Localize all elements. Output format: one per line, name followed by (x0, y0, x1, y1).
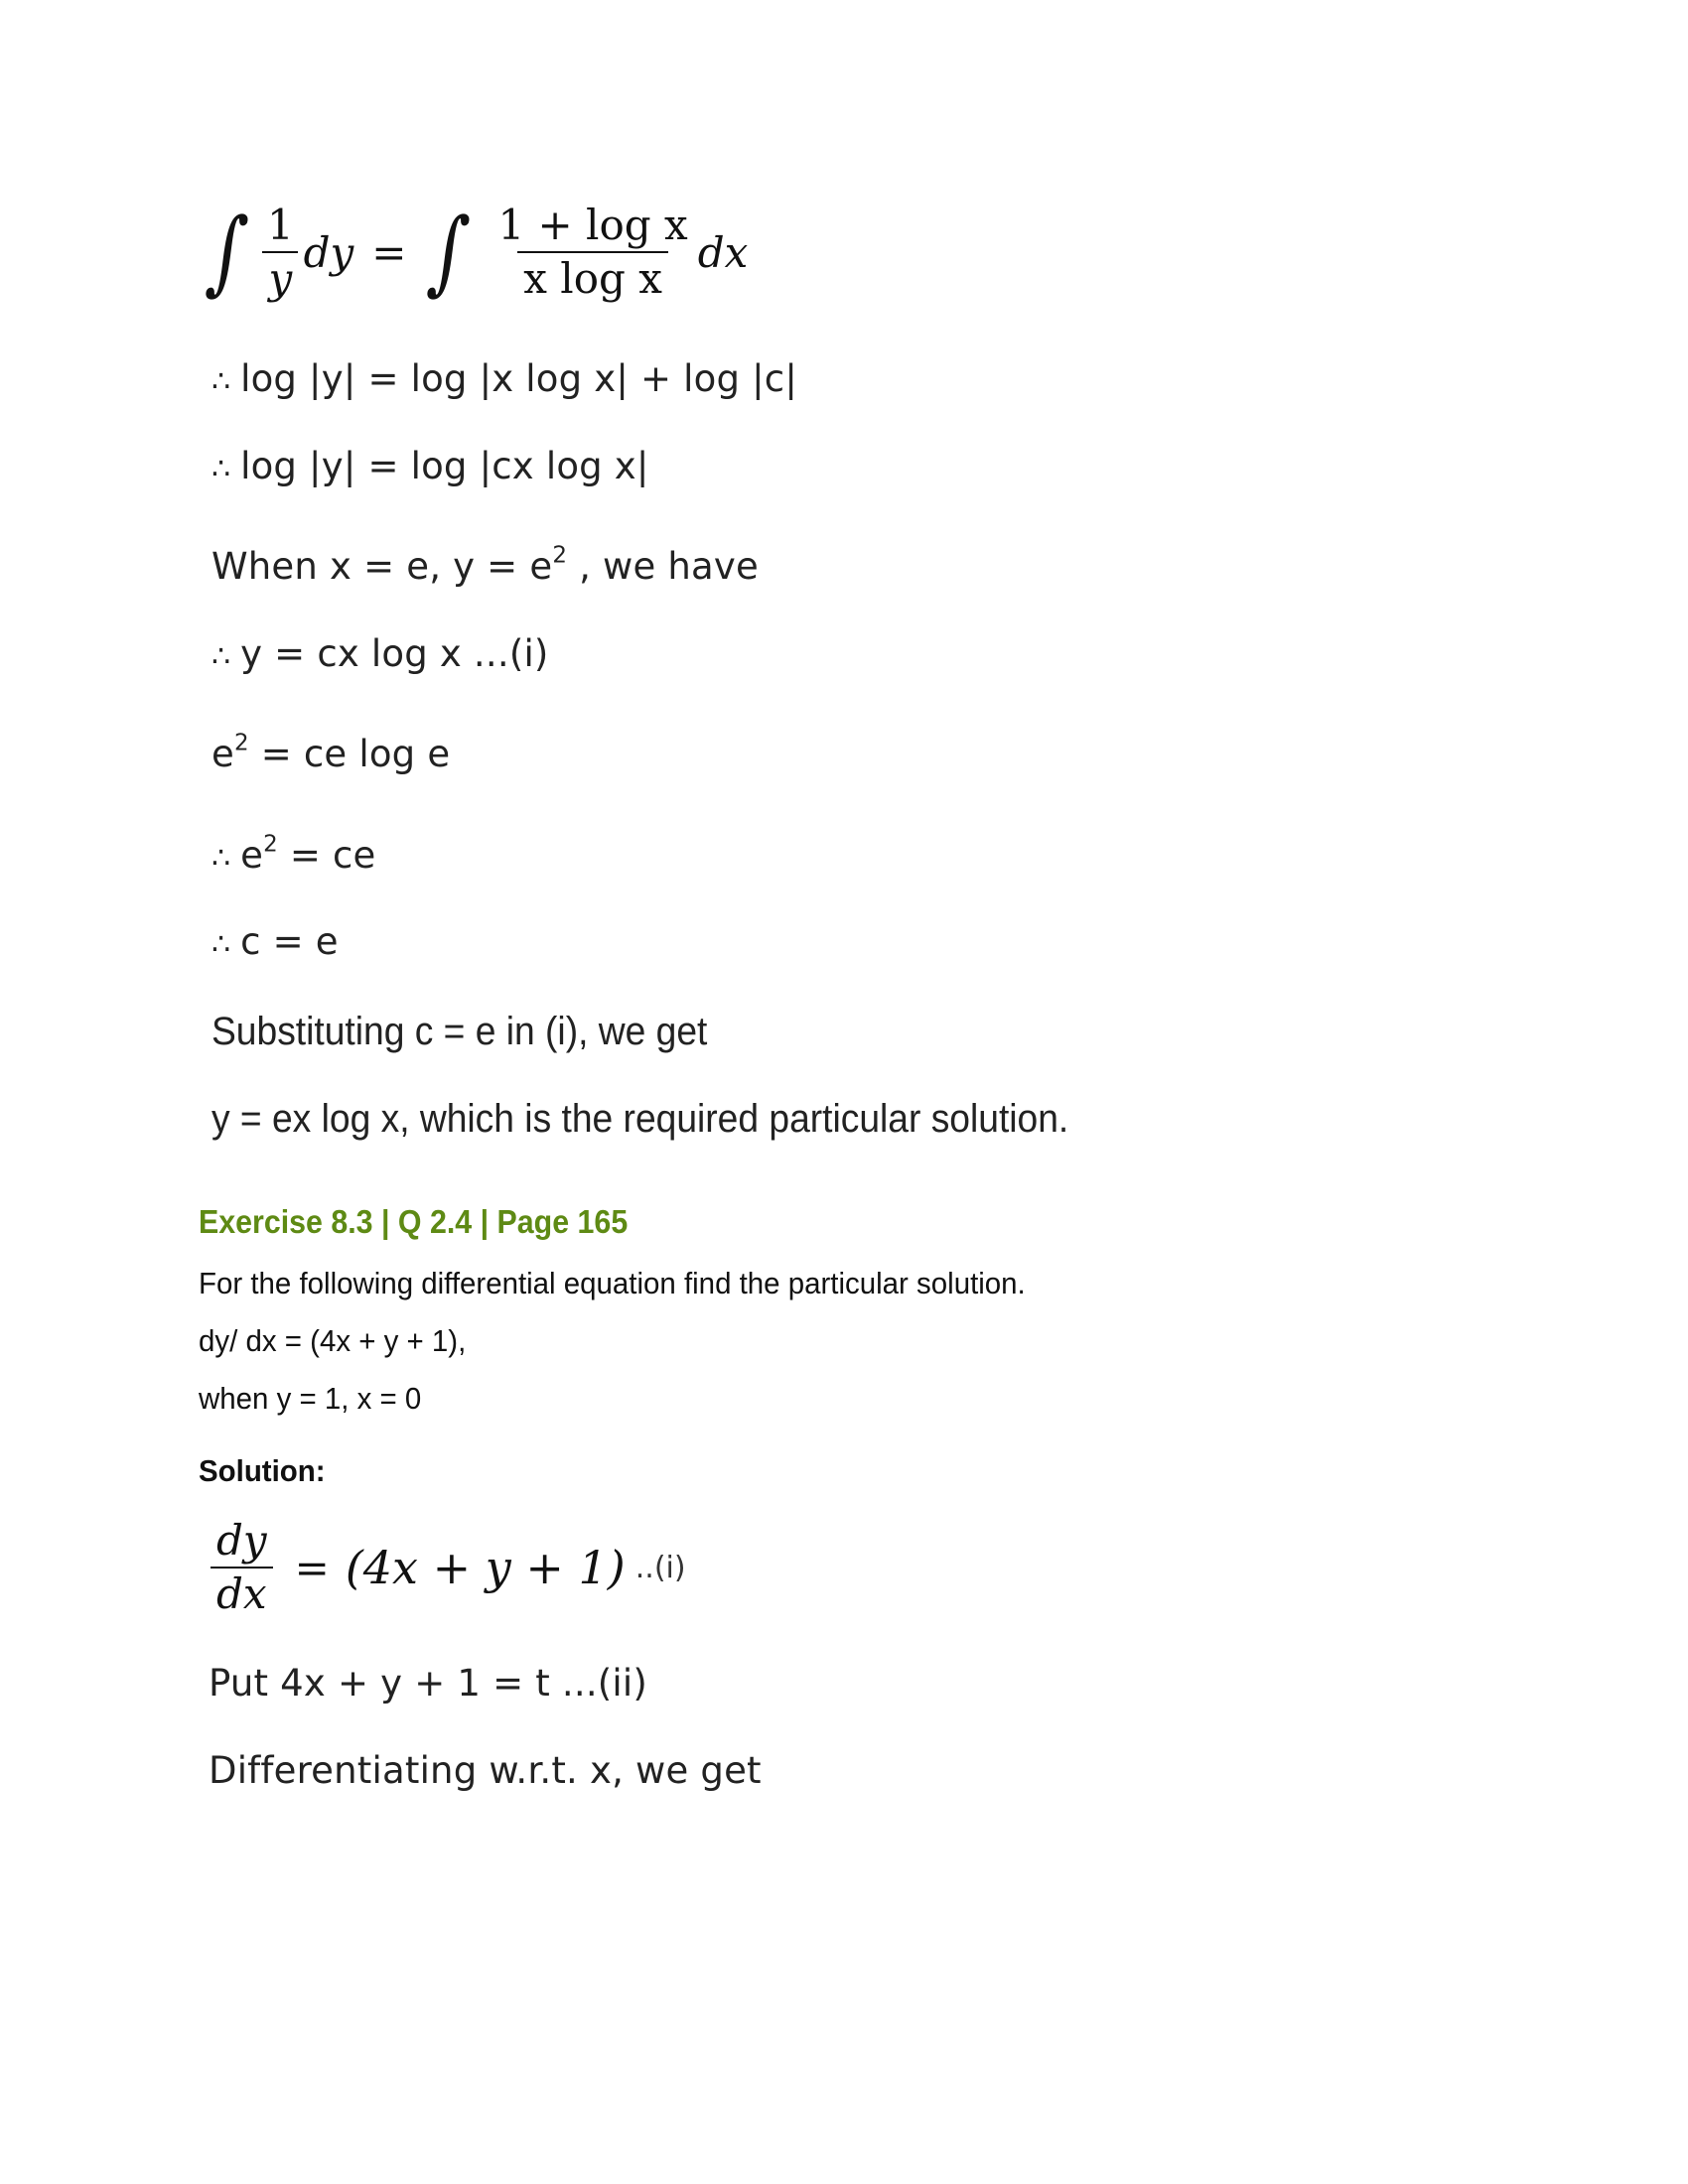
lhs-fraction (261, 201, 300, 304)
lhs-denominator: y (262, 251, 298, 301)
lhs-numerator: 1 (266, 201, 294, 249)
derivation-line-2: ∴ log |y| = log |cx log x| (211, 445, 649, 487)
equation-tag: ..(i) (634, 1550, 686, 1585)
derivation-line-6: ∴ $e^2$ = ce (211, 831, 376, 877)
derivation-conclusion: y = ex log x, which is the required particular solution. (211, 1097, 1069, 1141)
derivation-line-1: ∴ log |y| = log |x log x| + log |c| (211, 357, 797, 400)
rhs-denominator: x log x (517, 251, 668, 301)
integral-sign-icon: ∫ (203, 199, 252, 306)
derivation-line-7: ∴ c = e (211, 920, 339, 963)
integral-equation (203, 199, 749, 306)
rhs-numerator: 1 + log x (497, 201, 688, 249)
therefore-symbol: ∴ (211, 639, 229, 674)
dx-denominator: dx (216, 1570, 267, 1619)
dy-numerator: dy (216, 1516, 267, 1565)
exercise-heading: Exercise 8.3 | Q 2.4 | Page 165 (199, 1203, 629, 1240)
lhs-differential: dy (303, 227, 354, 277)
solution-label: Solution: (199, 1453, 326, 1488)
question-line-2: dy/ dx = (4x + y + 1), (199, 1323, 467, 1358)
equals-sign: = (371, 227, 407, 277)
solution-line-1: Put 4x + y + 1 = t ...(ii) (209, 1662, 648, 1705)
therefore-symbol: ∴ (211, 452, 229, 486)
rhs-fraction (492, 201, 693, 304)
solution-line-2: Differentiating w.r.t. x, we get (209, 1749, 762, 1792)
rhs-differential: dx (697, 227, 749, 277)
derivation-line-5: $e^2$ = ce log e (211, 730, 451, 775)
integral-sign-icon: ∫ (423, 199, 474, 306)
therefore-symbol: ∴ (211, 841, 229, 876)
derivation-line-4: ∴ y = cx log x ...(i) (211, 632, 549, 675)
equals-sign: = (294, 1543, 330, 1592)
solution-equation (207, 1516, 686, 1619)
therefore-symbol: ∴ (211, 927, 229, 962)
equation-rhs: (4x + y + 1) (345, 1541, 626, 1595)
dy-dx-fraction (211, 1516, 273, 1619)
question-line-1: For the following differential equation find the particular solution. (199, 1266, 1026, 1300)
therefore-symbol: ∴ (211, 364, 229, 399)
derivation-line-3: When x = e, $y = e^2$ , we have (211, 542, 759, 588)
derivation-line-8: Substituting c = e in (i), we get (211, 1010, 708, 1053)
question-line-3: when y = 1, x = 0 (199, 1381, 422, 1416)
